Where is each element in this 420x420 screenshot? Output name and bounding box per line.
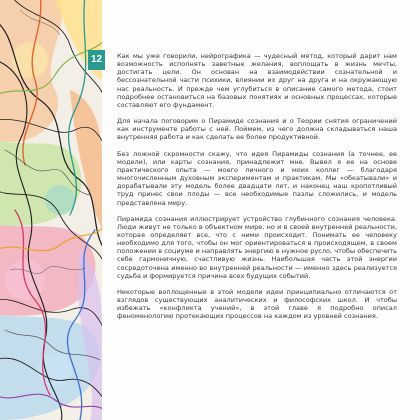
paragraph: Пирамида сознания иллюстрирует устройство глубинного сознания человека. Люди живут не только в объектном мире, но и в своей внутренней реальности, которая определяет все, что с ними происходит. Понимать ее человеку необходимо для того, чтобы он мог ориентироваться в происходящем, в своем положении в социуме и направлять энергию в нужное русло, чтобы обеспечить себе гармоничную, счастливую жизнь. Наибольшая часть этой энергии сосредоточена именно во внутренней реальности — именно здесь реализуется судьба и формируется причина всех будущих событий. [117,214,397,280]
paragraph: Некоторые воплощенные в этой модели идеи принципиально отличаются от взглядов существующих аналитических и философских школ. И чтобы избежать «конфликта учений», в этой главе я подробно описал феноменологию протекающих процессов на каждом из уровней сознания. [117,287,397,321]
neurographic-illustration [0,0,102,420]
body-text [117,52,397,329]
page-number-badge: 12 [88,50,105,70]
paragraph: Как мы уже говорили, нейрографика — чудесный метод, который дарит нам возможность исполнять заветные желания, воплощать в жизнь мечты, достигать цели. Он основан на взаимодействии сознательной и бессознательной части психики, влиянии их друг на друга и на окружающую нас реальность. И прежде чем углубиться в описание самого метода, стоит подробнее остановиться на базовых понятиях и основных процессах, которые составляют его фундамент. [117,52,397,109]
paragraph: Без ложной скромности скажу, что идея Пирамиды сознания (а точнее, ее модели), или карты сознания, принадлежит мне. Вывел я ее на основе практического опыта — моего личного и моих коллег — благодаря многочисленным духовным экспериментам и практикам. Мы «обкатывали» и дорабатывали эту модель более двадцати лет, и наконец наш кропотливый труд принес свои плоды — все необходимые пазлы сложились, и модель представлена миру. [117,149,397,207]
paragraph: Для начала поговорим о Пирамиде сознания и о Теории снятия ограничений как инструменте работы с ней. Поймем, из чего должна складываться наша внутренняя работа и как сделать ее более продуктивной. [117,117,397,142]
illustration-svg [0,0,102,420]
